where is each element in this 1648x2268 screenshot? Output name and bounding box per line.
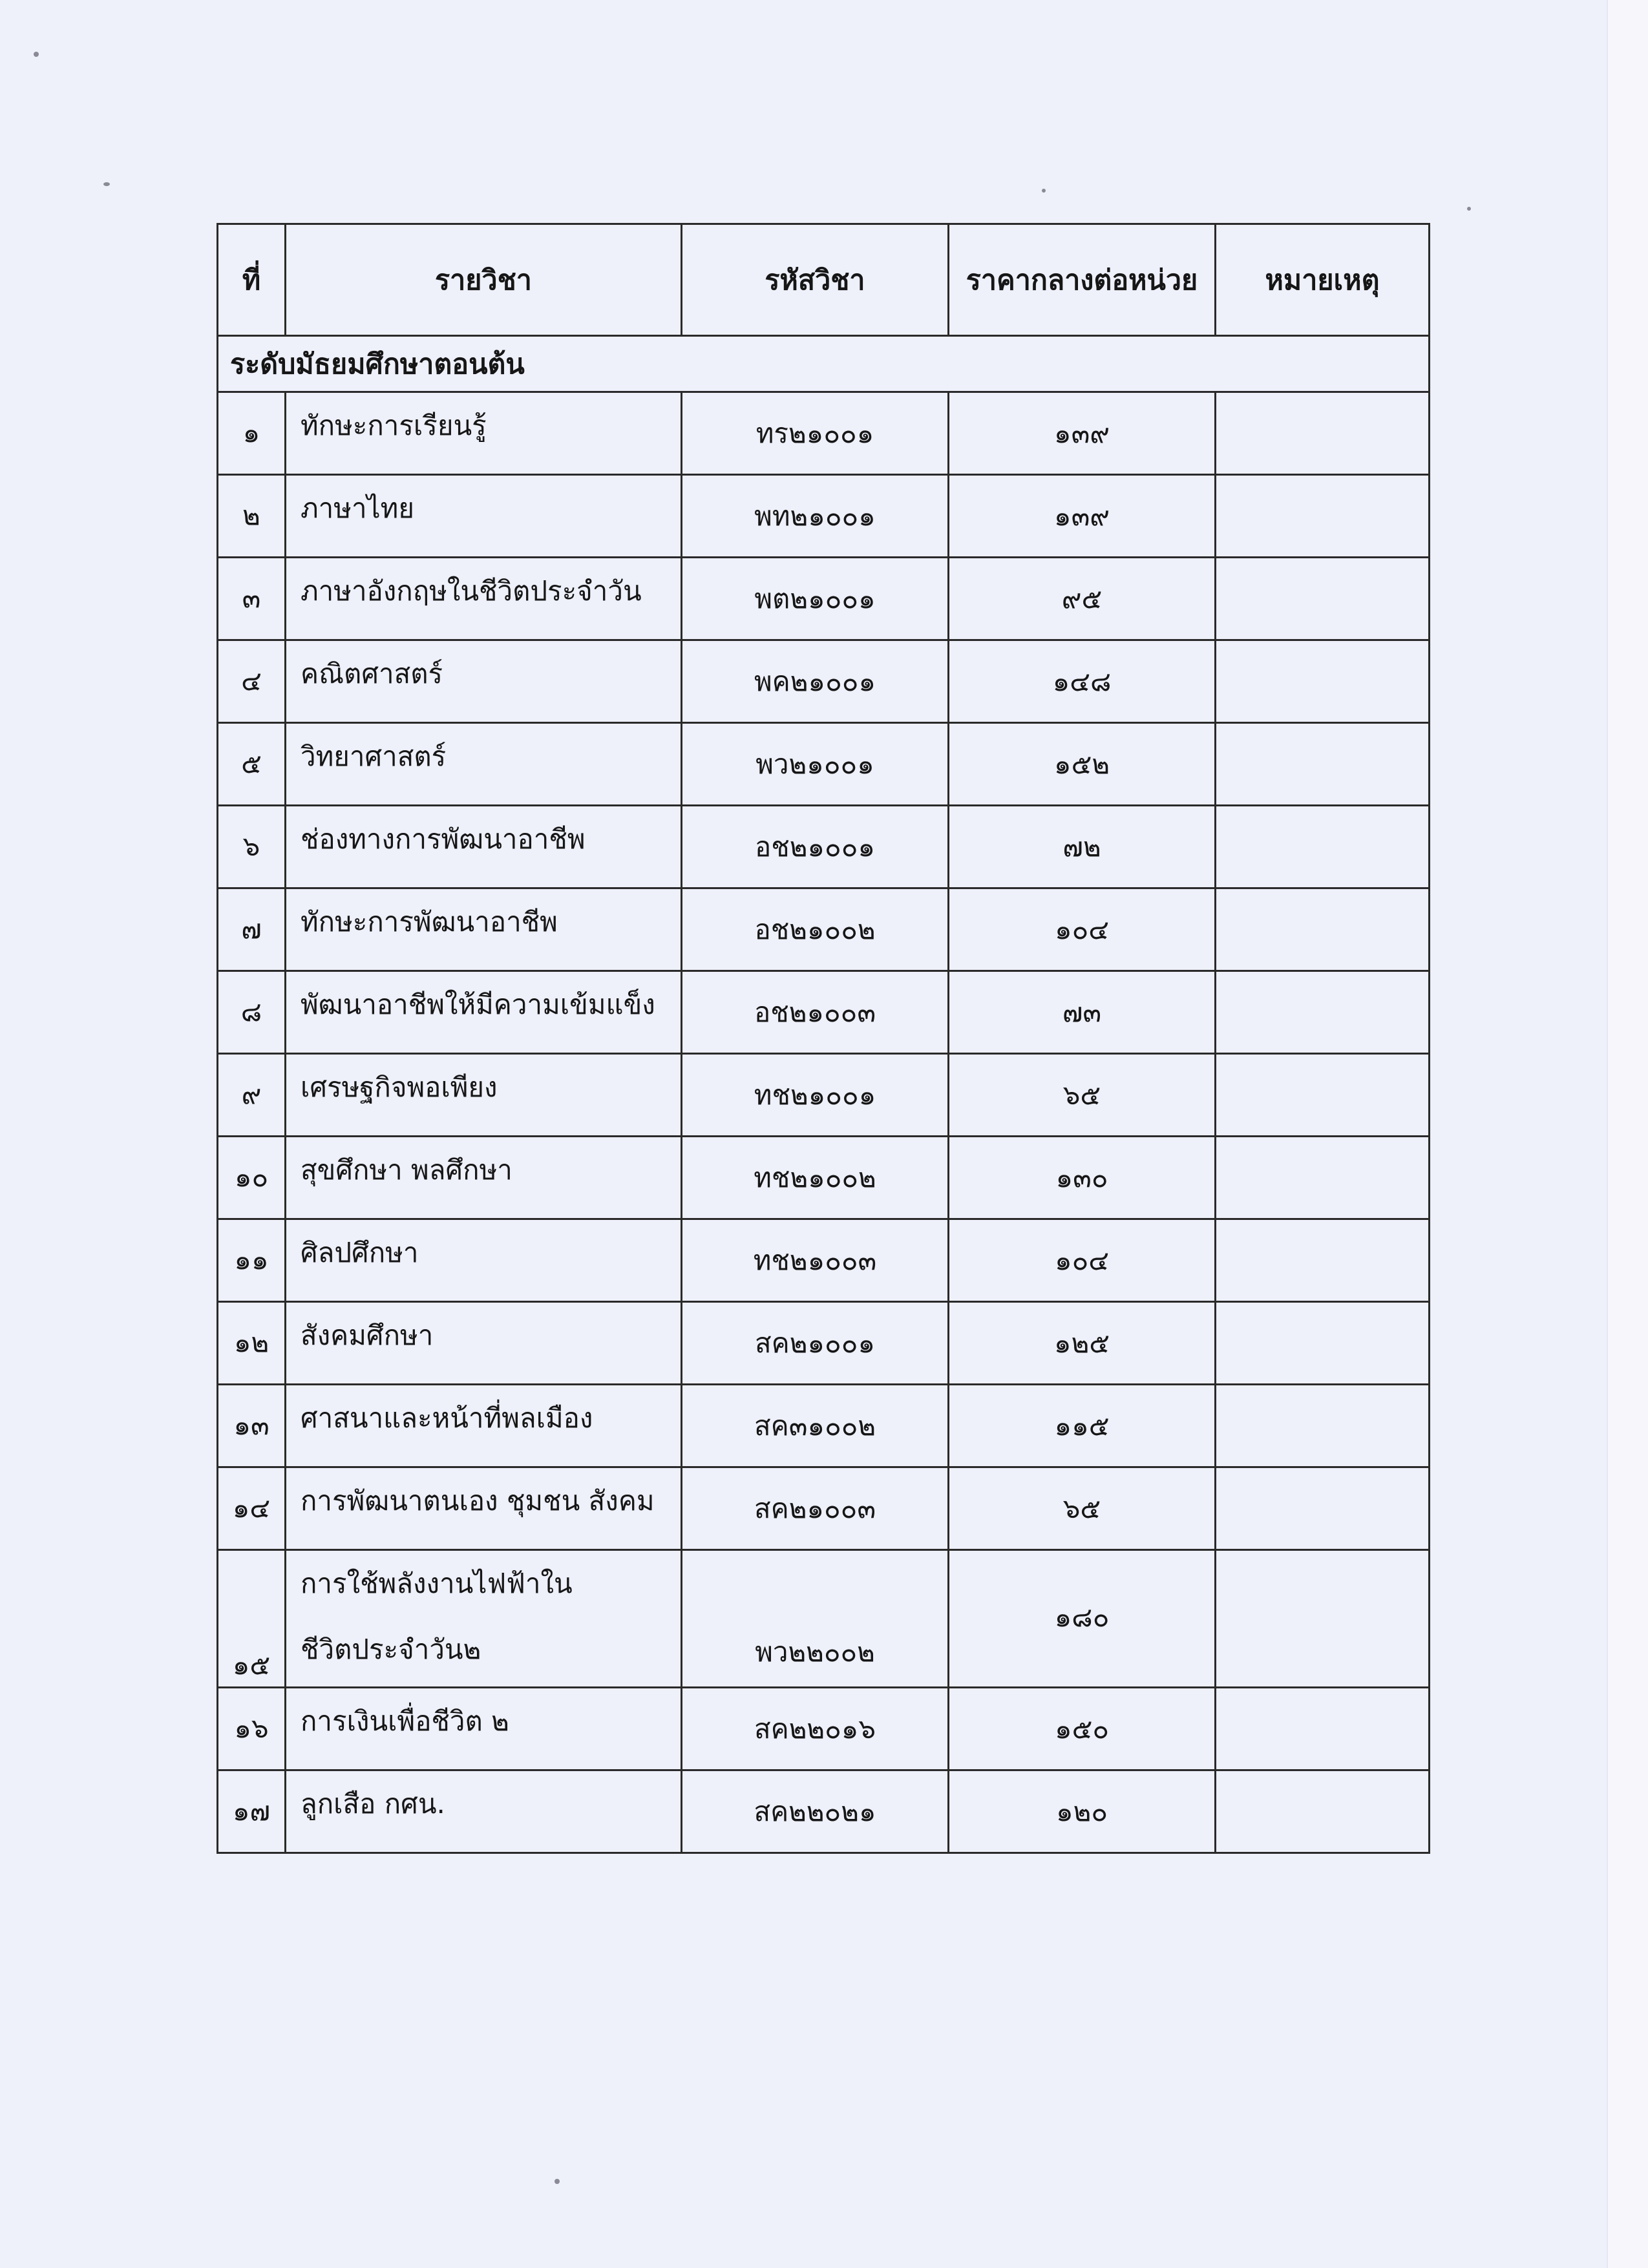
subject-name: คณิตศาสตร์ [301,658,443,689]
header-remark: หมายเหตุ [1216,224,1430,336]
course-code-cell [682,971,949,1054]
unit-price: ๑๒๐ [1056,1796,1108,1827]
unit-price-cell [949,1550,1216,1688]
remark-cell [1216,888,1430,971]
unit-price: ๑๐๔ [1054,1244,1110,1276]
course-code: ทช๒๑๐๐๒ [754,1162,876,1193]
row-number-cell [218,1770,286,1853]
subject-name: สุขศึกษา พลศึกษา [301,1154,512,1186]
course-code-cell [682,392,949,475]
unit-price-cell [949,475,1216,558]
course-code-cell [682,1688,949,1770]
subject-name: ศิลปศึกษา [301,1237,419,1268]
row-number: ๑๖ [234,1712,269,1744]
subject-cell [286,1137,682,1219]
unit-price-cell [949,392,1216,475]
row-number-cell [218,640,286,723]
table-row [218,806,1430,888]
course-code: ทช๒๑๐๐๓ [753,1244,877,1276]
table-row [218,1137,1430,1219]
row-number-cell [218,806,286,888]
unit-price: ๑๓๐ [1055,1162,1108,1193]
subject-cell [286,1688,682,1770]
unit-price: ๖๕ [1062,1079,1101,1111]
course-code: พต๒๑๐๐๑ [754,583,876,614]
course-code: พว๒๒๐๐๒ [755,1636,875,1668]
course-code: อช๒๑๐๐๑ [754,831,875,863]
unit-price-cell [949,1770,1216,1853]
subject-cell [286,971,682,1054]
header-price: ราคากลางต่อหน่วย [949,224,1216,336]
course-code: ทช๒๑๐๐๑ [754,1079,876,1111]
subject-name: วิทยาศาสตร์ [301,740,447,772]
row-number-cell [218,888,286,971]
row-number-cell [218,1302,286,1385]
remark-cell [1216,1688,1430,1770]
course-code-cell [682,888,949,971]
scan-speck [103,182,110,186]
unit-price: ๗๒ [1062,831,1101,863]
course-code: สค๒๒๐๒๑ [754,1796,876,1827]
row-number: ๒ [242,499,260,531]
course-code: สค๓๑๐๐๒ [754,1410,876,1442]
subject-name: เศรษฐกิจพอเพียง [301,1071,498,1103]
row-number: ๔ [241,665,262,697]
subject-name-line2: ชีวิตประจำวัน๒ [301,1633,481,1665]
unit-price-cell [949,1688,1216,1770]
subject-cell [286,640,682,723]
remark-cell [1216,723,1430,806]
unit-price-cell [949,1302,1216,1385]
subject-name: ภาษาอังกฤษในชีวิตประจำวัน [301,575,642,607]
unit-price-cell [949,558,1216,640]
subject-cell [286,475,682,558]
subject-name: การพัฒนาตนเอง ชุมชน สังคม [301,1485,655,1517]
subject-name: ช่องทางการพัฒนาอาชีพ [301,823,586,855]
unit-price: ๑๔๘ [1052,666,1112,697]
remark-cell [1216,392,1430,475]
row-number-cell [218,723,286,806]
course-code-cell [682,1770,949,1853]
table-row [218,558,1430,640]
table-row [218,1467,1430,1550]
subject-cell [286,1385,682,1467]
unit-price-cell [949,888,1216,971]
row-number: ๙ [241,1078,262,1110]
row-number: ๑๑ [234,1244,269,1276]
remark-cell [1216,1550,1430,1688]
course-code-cell [682,1219,949,1302]
row-number: ๓ [242,582,261,614]
table-row [218,1054,1430,1137]
table-header-row [218,224,1430,336]
unit-price: ๑๓๙ [1053,500,1110,532]
table-row [218,1302,1430,1385]
remark-cell [1216,1219,1430,1302]
table-row [218,475,1430,558]
course-code-cell [682,1302,949,1385]
subject-cell [286,1467,682,1550]
course-code-cell [682,1550,949,1688]
unit-price-cell [949,1054,1216,1137]
row-number-cell [218,558,286,640]
section-row [218,336,1430,392]
table-row [218,888,1430,971]
table-row [218,640,1430,723]
subject-cell [286,888,682,971]
subject-cell [286,1770,682,1853]
course-code: สค๒๒๐๑๖ [754,1713,876,1745]
subject-cell [286,1550,682,1688]
table-row [218,1219,1430,1302]
unit-price-cell [949,971,1216,1054]
remark-cell [1216,1467,1430,1550]
subject-cell [286,392,682,475]
remark-cell [1216,640,1430,723]
unit-price: ๑๑๕ [1054,1410,1110,1442]
course-price-table [217,223,1430,1854]
course-code: พค๒๑๐๐๑ [754,666,876,697]
unit-price-cell [949,1467,1216,1550]
unit-price: ๑๐๔ [1054,914,1110,945]
course-code: ทร๒๑๐๐๑ [755,417,874,449]
subject-name: ทักษะการเรียนรู้ [301,410,487,441]
table-row [218,1385,1430,1467]
header-no: ที่ [218,224,286,336]
header-subject: รายวิชา [286,224,682,336]
row-number-cell [218,1219,286,1302]
scan-speck [1467,207,1471,211]
subject-cell [286,1219,682,1302]
course-code-cell [682,723,949,806]
course-code: พว๒๑๐๐๑ [755,748,874,780]
row-number: ๕ [241,748,262,779]
course-code-cell [682,1054,949,1137]
subject-name: ทักษะการพัฒนาอาชีพ [301,906,558,938]
row-number: ๑๐ [234,1161,269,1193]
row-number-cell [218,1137,286,1219]
unit-price: ๑๘๐ [1054,1601,1110,1633]
unit-price-cell [949,723,1216,806]
course-code-cell [682,1385,949,1467]
subject-name: ลูกเสือ กศน. [301,1788,445,1820]
remark-cell [1216,558,1430,640]
course-code-cell [682,1137,949,1219]
subject-cell [286,1054,682,1137]
row-number: ๑ [242,417,260,448]
row-number: ๑๗ [232,1795,271,1827]
subject-cell [286,1302,682,1385]
scan-page-edge [1607,0,1648,2268]
scan-speck [34,52,39,57]
row-number-cell [218,1467,286,1550]
table-row [218,723,1430,806]
course-code: สค๒๑๐๐๓ [754,1493,876,1524]
unit-price: ๗๓ [1062,996,1102,1028]
table-row [218,1770,1430,1853]
remark-cell [1216,1302,1430,1385]
course-code-cell [682,558,949,640]
remark-cell [1216,475,1430,558]
unit-price: ๑๒๕ [1053,1327,1110,1359]
unit-price: ๑๕๐ [1054,1713,1110,1745]
row-number: ๗ [241,913,262,945]
course-code: สค๒๑๐๐๑ [754,1327,875,1359]
remark-cell [1216,971,1430,1054]
table-row [218,971,1430,1054]
unit-price: ๑๕๒ [1053,748,1110,780]
course-code: พท๒๑๐๐๑ [754,500,876,532]
unit-price-cell [949,1385,1216,1467]
remark-cell [1216,1770,1430,1853]
subject-name: การเงินเพื่อชีวิต ๒ [301,1705,509,1737]
row-number: ๘ [240,996,262,1027]
course-code: อช๒๑๐๐๓ [754,996,876,1028]
subject-name: สังคมศึกษา [301,1319,434,1351]
subject-name: การใช้พลังงานไฟฟ้าใน [301,1568,573,1599]
scan-speck [1042,189,1046,193]
section-title: ระดับมัธยมศึกษาตอนต้น [218,336,1430,392]
subject-cell [286,558,682,640]
unit-price: ๙๕ [1061,583,1103,614]
subject-name: ภาษาไทย [301,492,414,524]
unit-price-cell [949,1219,1216,1302]
row-number-cell [218,1550,286,1688]
unit-price-cell [949,640,1216,723]
subject-cell [286,723,682,806]
remark-cell [1216,806,1430,888]
row-number-cell [218,1688,286,1770]
course-code-cell [682,640,949,723]
row-number-cell [218,1054,286,1137]
table-row [218,392,1430,475]
row-number: ๖ [242,830,260,862]
course-code-cell [682,806,949,888]
course-code: อช๒๑๐๐๒ [754,914,876,945]
row-number-cell [218,475,286,558]
header-code: รหัสวิชา [682,224,949,336]
subject-name: พัฒนาอาชีพให้มีความเข้มแข็ง [301,989,655,1020]
remark-cell [1216,1054,1430,1137]
scan-speck [555,2179,560,2184]
row-number: ๑๕ [232,1649,271,1681]
table-row [218,1688,1430,1770]
remark-cell [1216,1385,1430,1467]
unit-price-cell [949,806,1216,888]
row-number-cell [218,392,286,475]
unit-price: ๖๕ [1062,1493,1101,1524]
unit-price: ๑๓๙ [1053,417,1110,449]
subject-cell [286,806,682,888]
course-code-cell [682,475,949,558]
row-number-cell [218,971,286,1054]
table-row [218,1550,1430,1688]
row-number: ๑๔ [232,1492,271,1524]
row-number: ๑๒ [233,1327,269,1358]
row-number: ๑๓ [233,1409,269,1441]
subject-name: ศาสนาและหน้าที่พลเมือง [301,1402,593,1434]
row-number-cell [218,1385,286,1467]
unit-price-cell [949,1137,1216,1219]
course-code-cell [682,1467,949,1550]
remark-cell [1216,1137,1430,1219]
